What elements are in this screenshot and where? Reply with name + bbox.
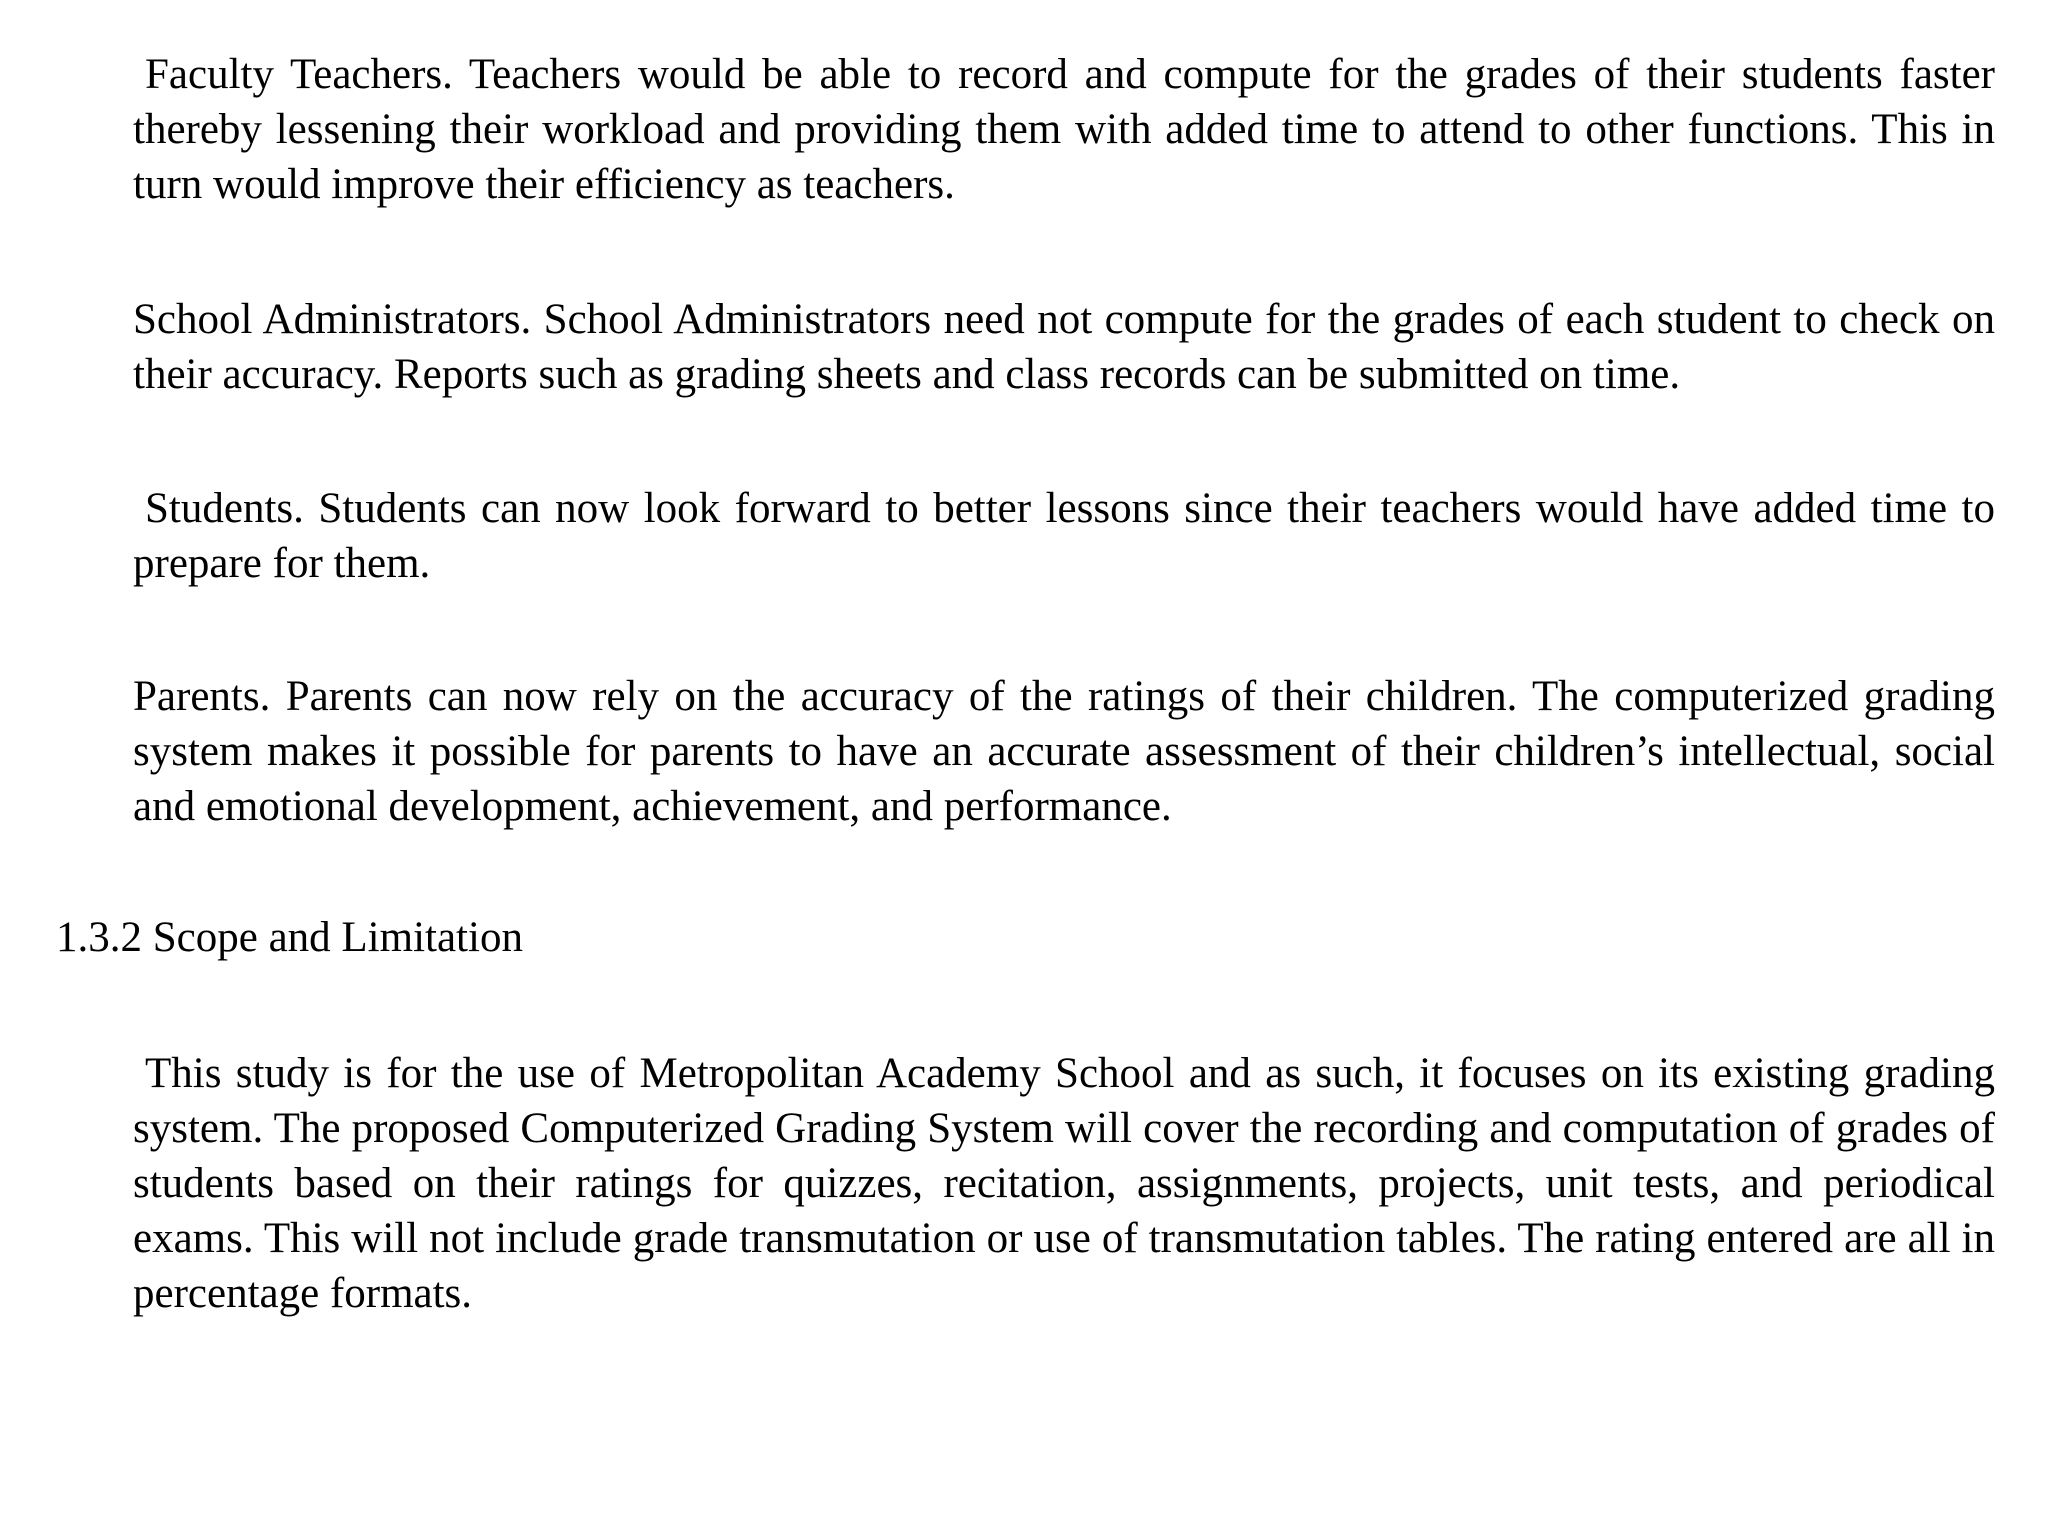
- paragraph-scope: This study is for the use of Metropolitan Academy School and as such, it focuses on its existing grading system. The proposed Computerized Grading System will cover the recording and computation of grades of students based on their ratings for quizzes, recitation, assignments, projects, unit tests, and periodical exams. This will not include grade transmutation or use of transmutation tables. The rating entered are all in percentage formats.: [133, 1050, 1995, 1317]
- paragraph-school-administrators: School Administrators. School Administrators need not compute for the grades of each student to check on their accuracy. Reports such as grading sheets and class records can be submitted on time.: [133, 296, 1995, 398]
- paragraph-faculty-teachers: Faculty Teachers. Teachers would be able to record and compute for the grades of their students faster thereby lessening their workload and providing them with added time to attend to other functions. This in turn would improve their efficiency as teachers.: [133, 51, 1995, 208]
- section-heading-scope-limitation: 1.3.2 Scope and Limitation: [56, 914, 523, 961]
- paragraph-parents: Parents. Parents can now rely on the accuracy of the ratings of their children. The computerized grading system makes it possible for parents to have an accurate assessment of their children’s intellectual, social and emotional development, achievement, and performance.: [133, 673, 1995, 830]
- paragraph-students: Students. Students can now look forward to better lessons since their teachers would have added time to prepare for them.: [133, 485, 1995, 587]
